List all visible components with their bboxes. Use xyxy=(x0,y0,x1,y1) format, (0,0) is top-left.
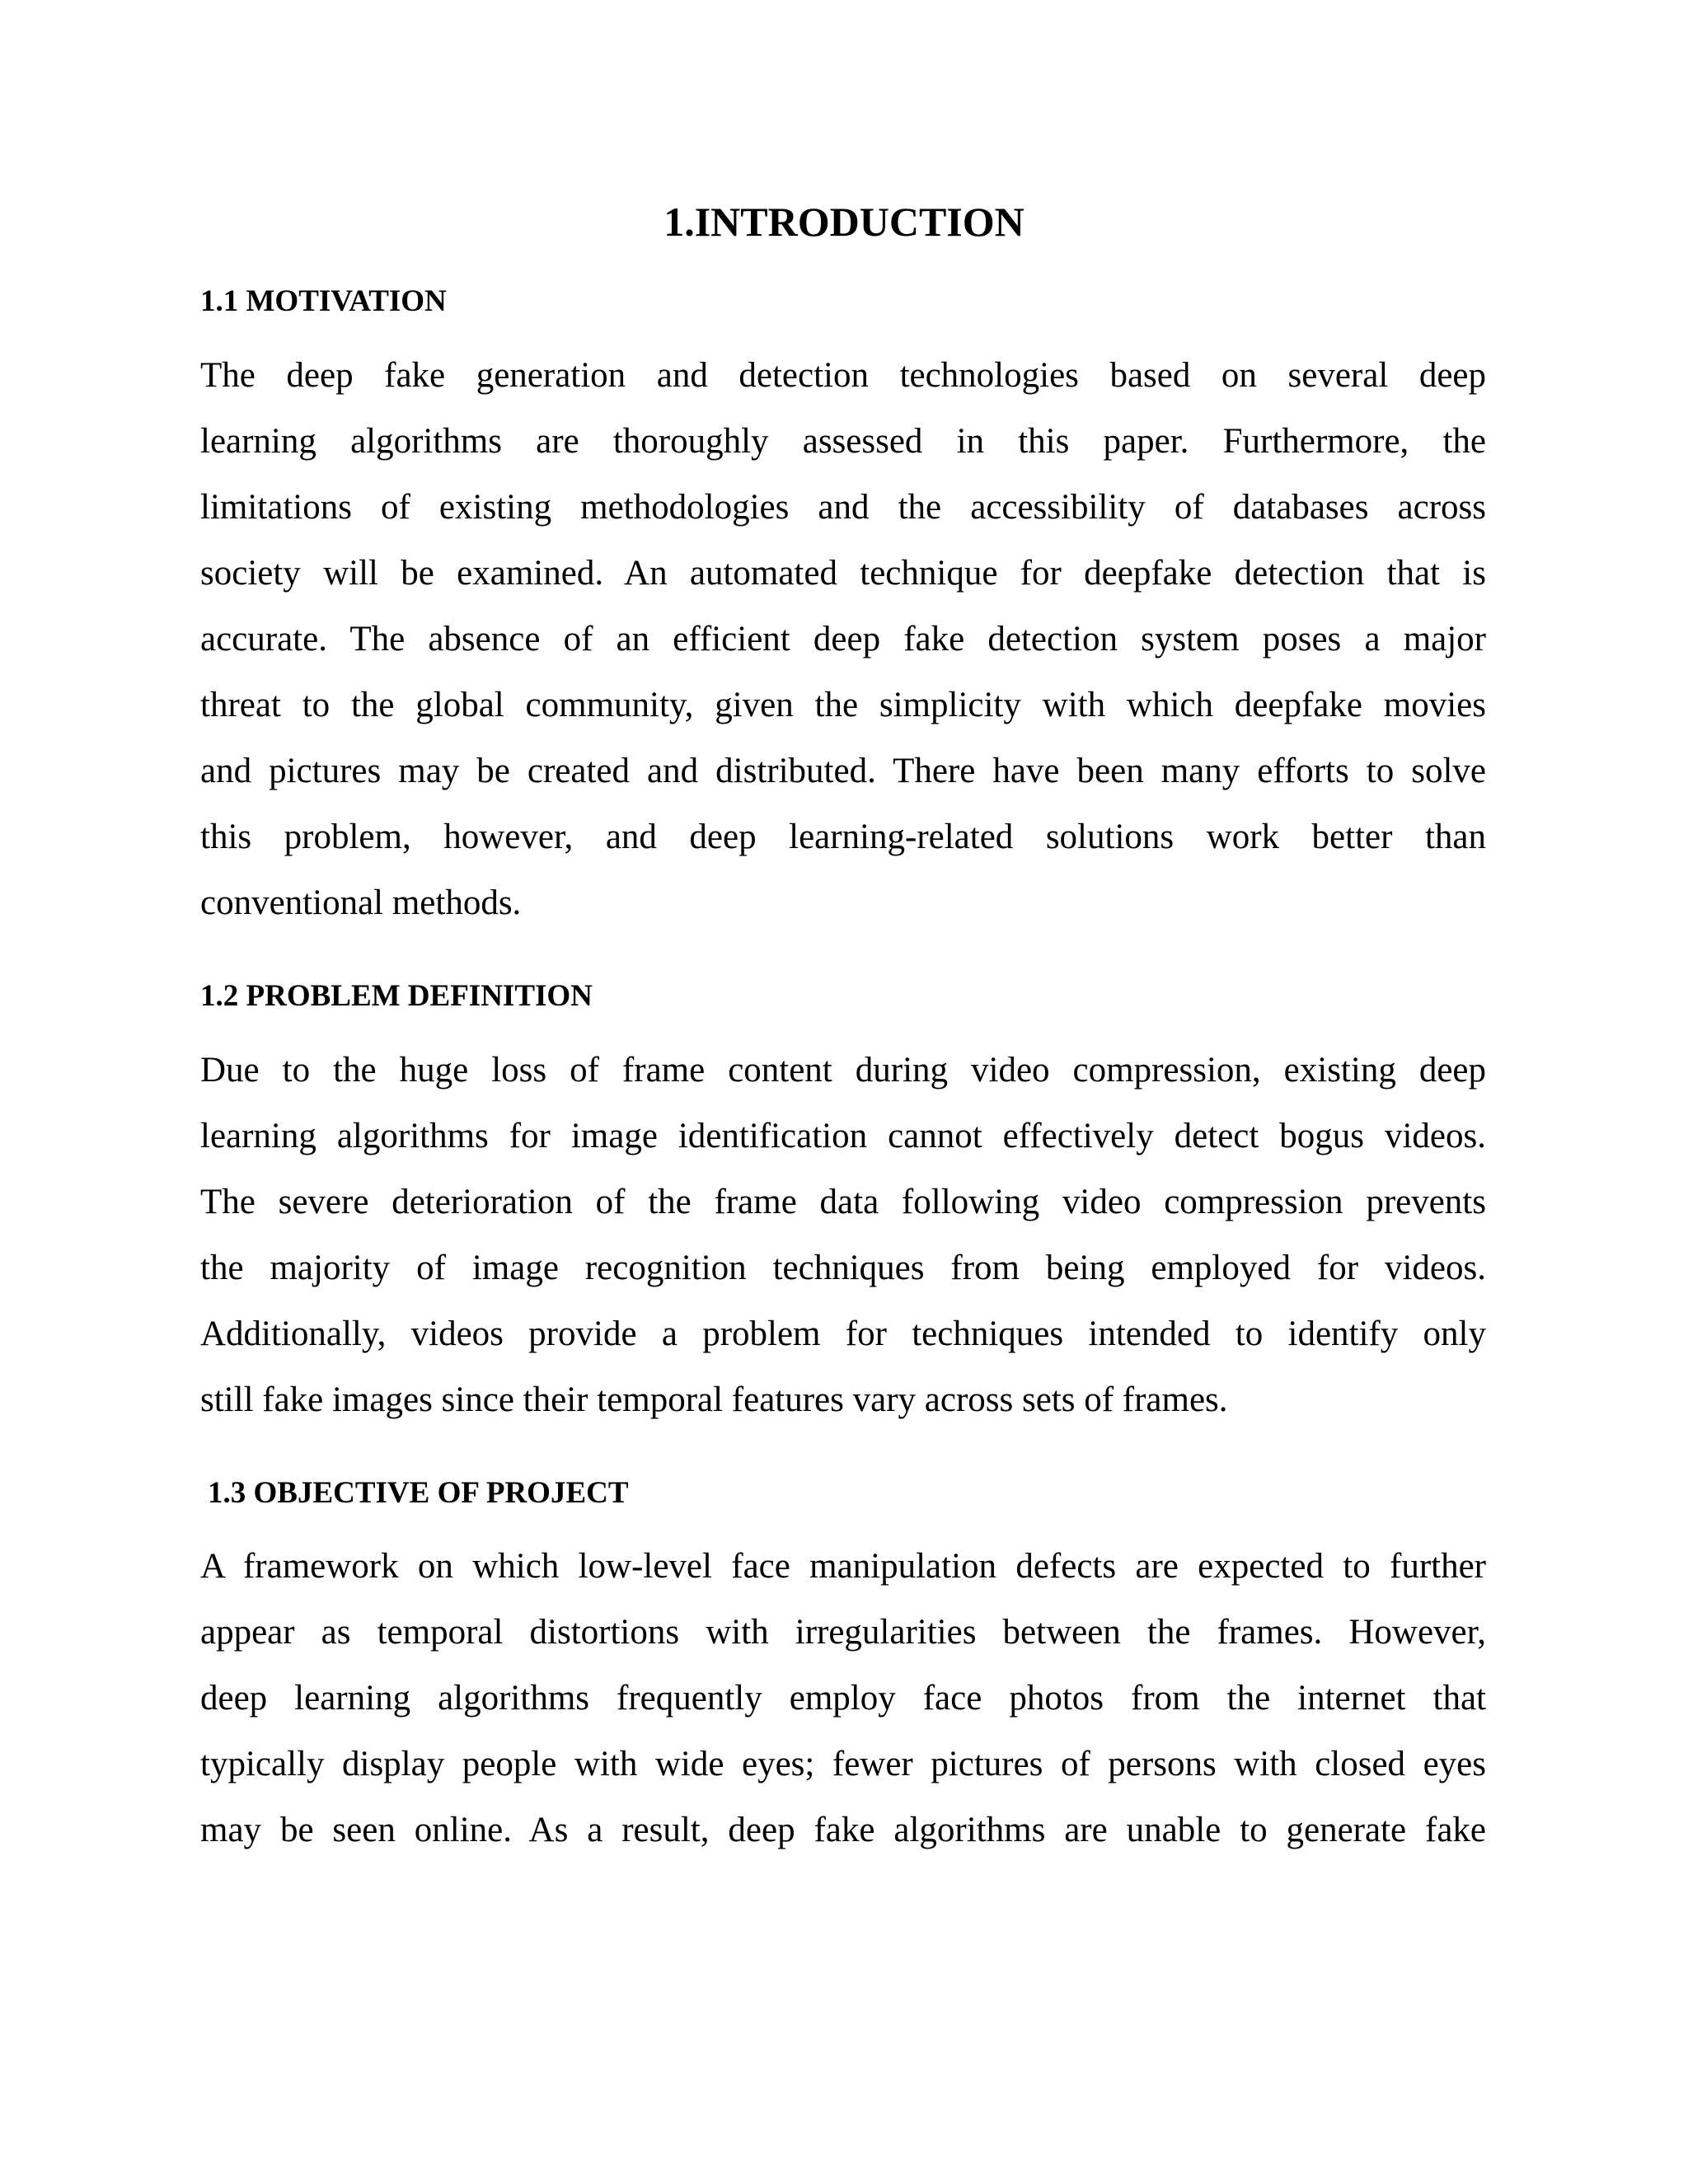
paragraph-line: limitations of existing methodologies and the accessibility of databases across xyxy=(200,488,1486,527)
paragraph-line: The severe deterioration of the frame data following video compression prevents xyxy=(200,1183,1486,1221)
chapter-title: 1.INTRODUCTION xyxy=(663,199,1025,245)
paragraph-line: appear as temporal distortions with irregularities between the frames. However, xyxy=(200,1613,1486,1652)
paragraph-line: deep learning algorithms frequently employ face photos from the internet that xyxy=(200,1679,1486,1718)
paragraph-line: this problem, however, and deep learning-related solutions work better than xyxy=(200,818,1486,856)
paragraph-line: learning algorithms are thoroughly assessed in this paper. Furthermore, the xyxy=(200,422,1486,461)
paragraph-line: Due to the huge loss of frame content during video compression, existing deep xyxy=(200,1051,1486,1090)
section-heading-problem-definition: 1.2 PROBLEM DEFINITION xyxy=(200,979,593,1013)
paragraph-line: conventional methods. xyxy=(200,883,522,922)
paragraph-line: accurate. The absence of an efficient deep fake detection system poses a major xyxy=(200,620,1486,658)
paragraph-line: still fake images since their temporal features vary across sets of frames. xyxy=(200,1380,1228,1419)
paragraph-line: typically display people with wide eyes; fewer pictures of persons with closed eyes xyxy=(200,1745,1486,1783)
paragraph-line: may be seen online. As a result, deep fake algorithms are unable to generate fake xyxy=(200,1811,1486,1849)
paragraph-line: Additionally, videos provide a problem for techniques intended to identify only xyxy=(200,1315,1486,1353)
paragraph-line: learning algorithms for image identification cannot effectively detect bogus videos. xyxy=(200,1117,1486,1155)
paragraph-line: the majority of image recognition techniques from being employed for videos. xyxy=(200,1249,1486,1287)
paragraph-line: threat to the global community, given the simplicity with which deepfake movies xyxy=(200,686,1486,724)
paragraph-line: A framework on which low-level face manipulation defects are expected to further xyxy=(200,1547,1486,1586)
section-heading-motivation: 1.1 MOTIVATION xyxy=(200,284,447,318)
paragraph-line: society will be examined. An automated technique for deepfake detection that is xyxy=(200,554,1486,593)
paragraph-line: The deep fake generation and detection technologies based on several deep xyxy=(200,356,1486,395)
paragraph-line: and pictures may be created and distributed. There have been many efforts to solve xyxy=(200,752,1486,790)
section-heading-objective: 1.3 OBJECTIVE OF PROJECT xyxy=(208,1476,629,1510)
